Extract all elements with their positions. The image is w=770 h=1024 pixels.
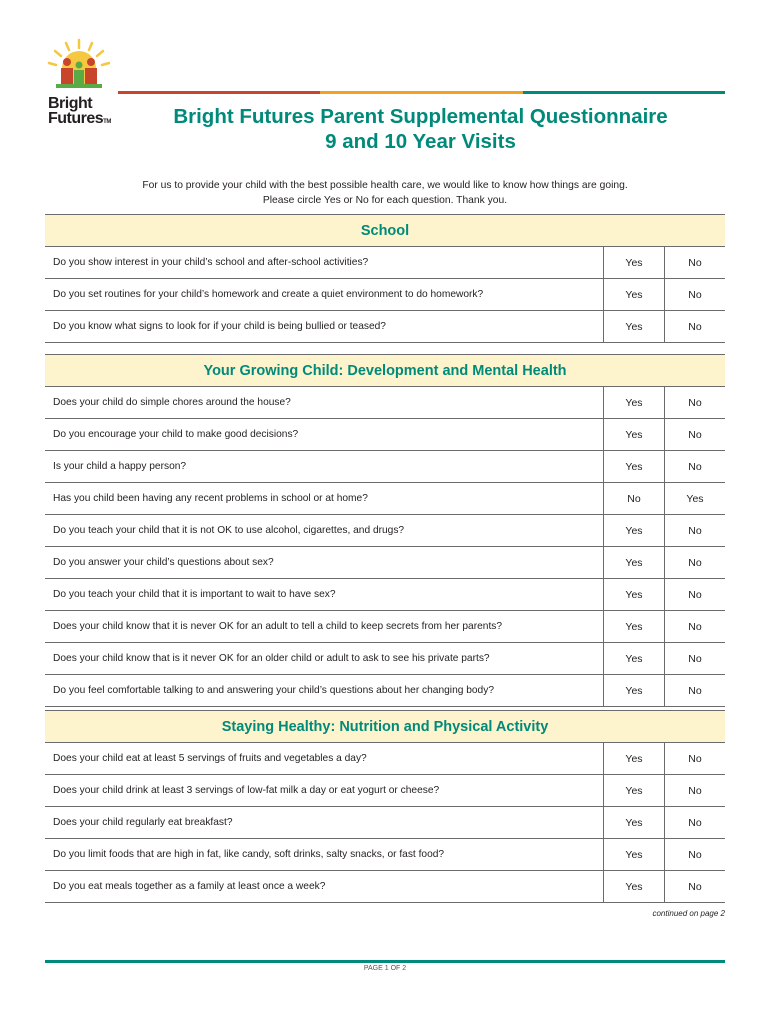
answer-no-option[interactable]: No bbox=[664, 743, 725, 774]
section-title: School bbox=[45, 214, 725, 247]
answer-yes-option[interactable]: Yes bbox=[603, 611, 664, 642]
answer-no-option[interactable]: No bbox=[664, 807, 725, 838]
answer-yes-option[interactable]: Yes bbox=[603, 807, 664, 838]
answer-no-option[interactable]: No bbox=[664, 579, 725, 610]
question-row bbox=[45, 839, 725, 871]
title-line-2: 9 and 10 Year Visits bbox=[325, 130, 516, 153]
question-text: Do you teach your child that it is important to wait to have sex? bbox=[53, 589, 336, 600]
question-text: Do you limit foods that are high in fat, like candy, soft drinks, salty snacks, or fast food? bbox=[53, 849, 445, 860]
question-text: Do you show interest in your child’s school and after-school activities? bbox=[53, 257, 369, 268]
answer-yes-option[interactable]: Yes bbox=[603, 643, 664, 674]
title-line-1: Bright Futures Parent Supplemental Questionnaire bbox=[173, 105, 668, 128]
question-text: Is your child a happy person? bbox=[53, 461, 187, 472]
answer-yes-option[interactable]: Yes bbox=[603, 515, 664, 546]
question-row bbox=[45, 451, 725, 483]
question-text: Does your child eat at least 5 servings of fruits and vegetables a day? bbox=[53, 753, 367, 764]
question-text: Has you child been having any recent problems in school or at home? bbox=[53, 493, 368, 504]
question-row bbox=[45, 611, 725, 643]
intro-line-2: Please circle Yes or No for each question. Thank you. bbox=[262, 195, 508, 206]
answer-yes-option[interactable]: Yes bbox=[603, 387, 664, 418]
question-text: Do you eat meals together as a family at least once a week? bbox=[53, 881, 326, 892]
question-text: Do you answer your child’s questions about sex? bbox=[53, 557, 274, 568]
continued-note: continued on page 2 bbox=[652, 909, 725, 918]
question-row bbox=[45, 643, 725, 675]
question-row bbox=[45, 675, 725, 707]
section-development bbox=[45, 354, 725, 707]
section-healthy bbox=[45, 710, 725, 903]
answer-yes-option[interactable]: Yes bbox=[603, 279, 664, 310]
answer-no-option[interactable]: No bbox=[664, 643, 725, 674]
header-color-bar bbox=[118, 91, 725, 94]
question-text: Do you set routines for your child’s homework and create a quiet environment to do homework? bbox=[53, 289, 484, 300]
answer-yes-option[interactable]: Yes bbox=[603, 839, 664, 870]
question-row bbox=[45, 579, 725, 611]
answer-no-option[interactable]: No bbox=[664, 247, 725, 278]
answer-no-option[interactable]: No bbox=[664, 515, 725, 546]
answer-no-option[interactable]: No bbox=[603, 483, 664, 514]
question-row bbox=[45, 483, 725, 515]
section-title: Staying Healthy: Nutrition and Physical Activity bbox=[45, 710, 725, 743]
answer-no-option[interactable]: No bbox=[664, 675, 725, 706]
logo-line-2: Futures bbox=[48, 110, 104, 127]
answer-yes-option[interactable]: Yes bbox=[603, 451, 664, 482]
question-row bbox=[45, 311, 725, 343]
answer-yes-option[interactable]: Yes bbox=[603, 311, 664, 342]
question-text: Does your child regularly eat breakfast? bbox=[53, 817, 233, 828]
question-text: Does your child do simple chores around the house? bbox=[53, 397, 291, 408]
answer-no-option[interactable]: No bbox=[664, 419, 725, 450]
question-text: Do you encourage your child to make good decisions? bbox=[53, 429, 299, 440]
question-row bbox=[45, 279, 725, 311]
answer-yes-option[interactable]: Yes bbox=[603, 743, 664, 774]
bar-teal bbox=[523, 91, 725, 94]
page-title bbox=[112, 104, 729, 154]
answer-no-option[interactable]: No bbox=[664, 311, 725, 342]
bar-orange bbox=[320, 91, 522, 94]
logo-tm: TM bbox=[103, 119, 111, 125]
answer-no-option[interactable]: No bbox=[664, 839, 725, 870]
question-text: Does your child know that is it never OK for an older child or adult to ask to see his private parts? bbox=[53, 653, 490, 664]
page-number: PAGE 1 OF 2 bbox=[363, 965, 407, 972]
question-text: Do you teach your child that it is not OK to use alcohol, cigarettes, and drugs? bbox=[53, 525, 405, 536]
answer-no-option[interactable]: No bbox=[664, 387, 725, 418]
bar-red bbox=[118, 91, 320, 94]
question-text: Do you feel comfortable talking to and answering your child’s questions about her changing body? bbox=[53, 685, 494, 696]
logo-text bbox=[48, 96, 111, 130]
question-text: Does your child drink at least 3 servings of low-fat milk a day or eat yogurt or cheese? bbox=[53, 785, 440, 796]
answer-yes-option[interactable]: Yes bbox=[603, 547, 664, 578]
question-row bbox=[45, 247, 725, 279]
question-row bbox=[45, 387, 725, 419]
answer-yes-option[interactable]: Yes bbox=[603, 579, 664, 610]
question-text: Does your child know that it is never OK for an adult to tell a child to keep secrets from her parents? bbox=[53, 621, 503, 632]
answer-no-option[interactable]: No bbox=[664, 451, 725, 482]
answer-no-option[interactable]: No bbox=[664, 871, 725, 902]
logo-line-1: Bright bbox=[48, 95, 93, 112]
question-row bbox=[45, 547, 725, 579]
answer-yes-option[interactable]: Yes bbox=[603, 247, 664, 278]
intro-line-1: For us to provide your child with the best possible health care, we would like to know how things are going. bbox=[142, 180, 628, 191]
question-text: Do you know what signs to look for if your child is being bullied or teased? bbox=[53, 321, 386, 332]
answer-yes-option[interactable]: Yes bbox=[603, 675, 664, 706]
answer-no-option[interactable]: No bbox=[664, 611, 725, 642]
answer-no-option[interactable]: No bbox=[664, 775, 725, 806]
section-school bbox=[45, 214, 725, 343]
question-row bbox=[45, 807, 725, 839]
question-row bbox=[45, 419, 725, 451]
answer-yes-option[interactable]: Yes bbox=[603, 775, 664, 806]
question-row bbox=[45, 515, 725, 547]
footer-divider bbox=[45, 960, 725, 963]
bright-futures-logo bbox=[40, 38, 120, 128]
answer-yes-option[interactable]: Yes bbox=[664, 483, 725, 514]
question-row bbox=[45, 743, 725, 775]
answer-no-option[interactable]: No bbox=[664, 547, 725, 578]
intro-text bbox=[45, 178, 725, 208]
family-sun-icon bbox=[44, 38, 114, 96]
question-row bbox=[45, 775, 725, 807]
section-title: Your Growing Child: Development and Mental Health bbox=[45, 354, 725, 387]
answer-yes-option[interactable]: Yes bbox=[603, 419, 664, 450]
answer-no-option[interactable]: No bbox=[664, 279, 725, 310]
answer-yes-option[interactable]: Yes bbox=[603, 871, 664, 902]
question-row bbox=[45, 871, 725, 903]
